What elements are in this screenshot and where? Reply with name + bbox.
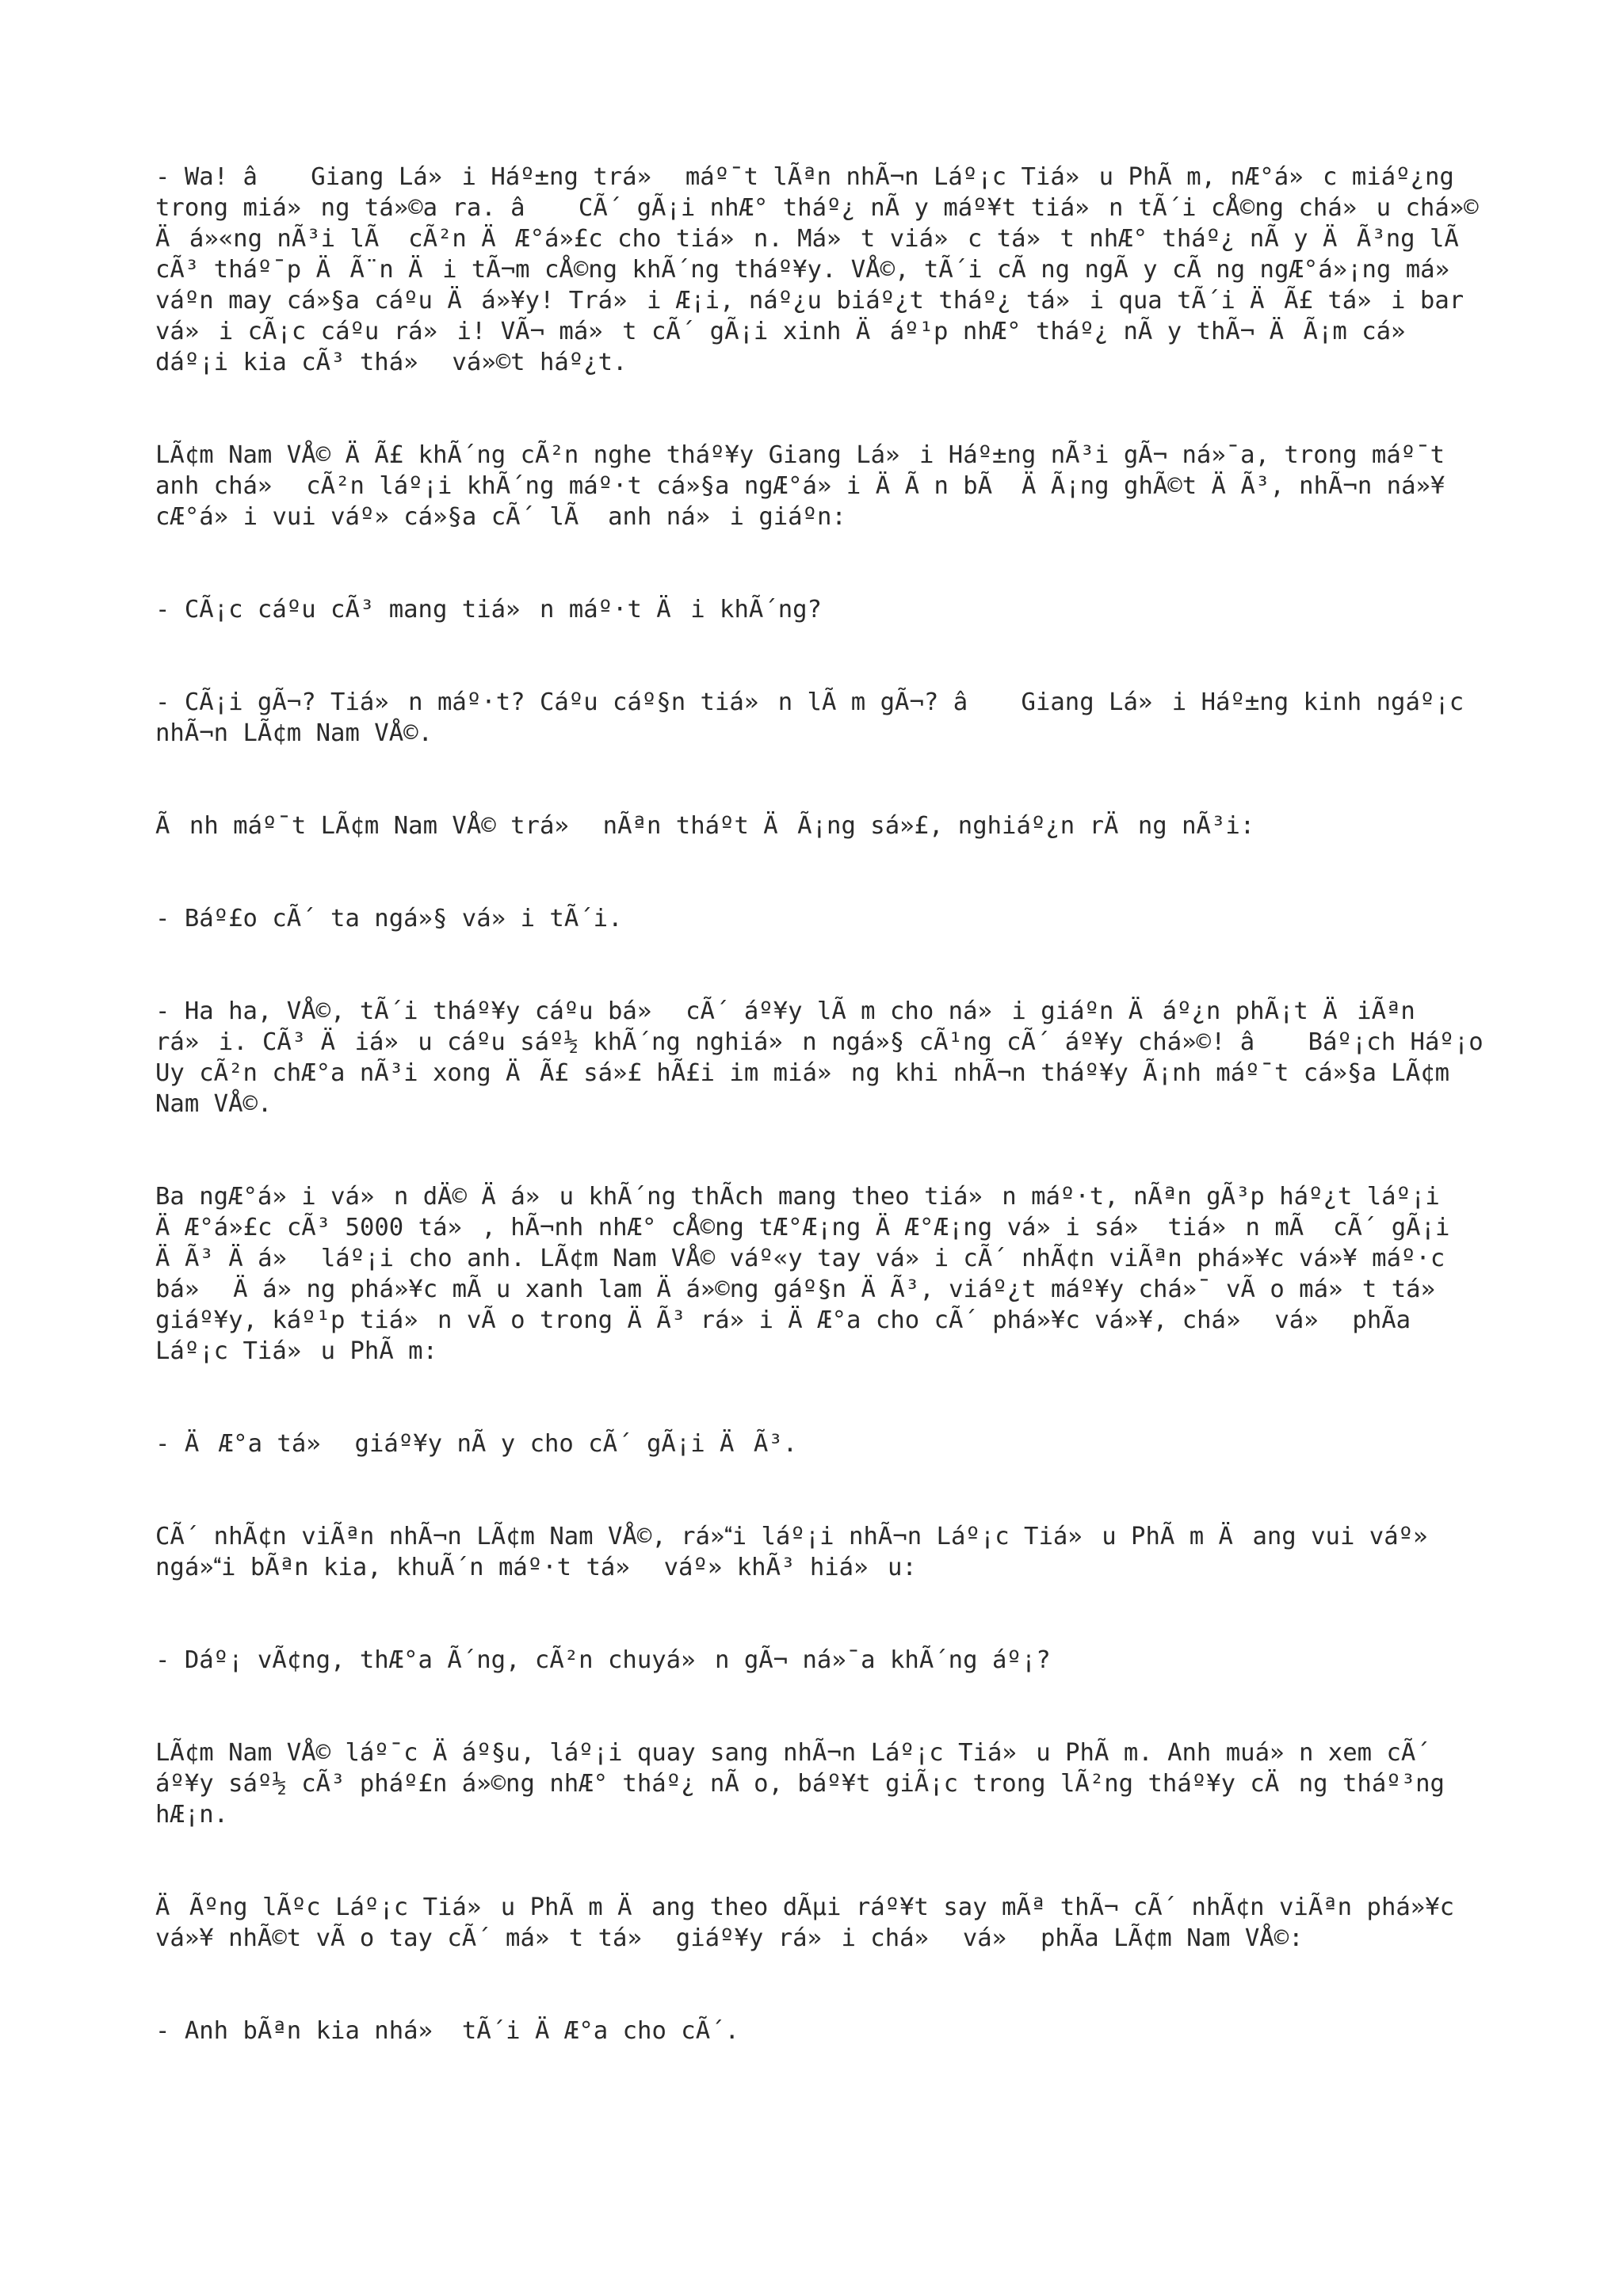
paragraph-12: LÃ¢m Nam VÅ© láº¯c Äáº§u, láº¡i quay sang nhÃ¬n Láº¡c Tiá»u PhÃ m. Anh muá»n xem cÃ´ áº¥y sáº½ cÃ³ pháº£n á»©ng nhÆ° tháº¿ nÃ o, báº¥t giÃ¡c trong lÃ²ng tháº¥y cÄng tháº³ng hÆ¡n. — [155, 1739, 1460, 1829]
paragraph-10: CÃ´ nhÃ¢n viÃªn nhÃ¬n LÃ¢m Nam VÅ©, rá»i láº¡i nhÃ¬n Láº¡c Tiá»u PhÃ m Äang vui váº» ngá»i bÃªn kia, khuÃ´n máº·t tá» váº» khÃ³ hiá»u: — [155, 1523, 1442, 1581]
paragraph-13: ÄÃºng lÃºc Láº¡c Tiá»u PhÃ m Äang theo dÃµi ráº¥t say mÃª thÃ¬ cÃ´ nhÃ¢n viÃªn phá»¥c vá»¥ nhÃ©t vÃ o tay cÃ´ má»t tá» giáº¥y rá»i chá» vá» phÃa LÃ¢m Nam VÅ©: — [155, 1894, 1469, 1952]
paragraph-2: LÃ¢m Nam VÅ© ÄÃ£ khÃ´ng cÃ²n nghe tháº¥y Giang Lá»i Háº±ng nÃ³i gÃ¬ ná»¯a, trong máº¯t anh chá» cÃ²n láº¡i khÃ´ng máº·t cá»§a ngÆ°á»i ÄÃ n bÃ ÄÃ¡ng ghÃ©t ÄÃ³, nhÃ¬n ná»¥ cÆ°á»i vui váº» cá»§a cÃ´ lÃ anh ná»i giáºn: — [155, 441, 1460, 531]
paragraph-7: - Ha ha, VÅ©, tÃ´i tháº¥y cáºu bá» cÃ´ áº¥y lÃ m cho ná»i giáºn Äáº¿n phÃ¡t ÄiÃªn rá»i. CÃ³ Äiá»u cáºu sáº½ khÃ´ng nghiá»n ngá»§ cÃ¹ng cÃ´ áº¥y chá»©! â Báº¡ch Háº¡o Uy cÃ²n chÆ°a nÃ³i xong ÄÃ£ sá»£ hÃ£i im miá»ng khi nhÃ¬n tháº¥y Ã¡nh máº¯t cá»§a LÃ¢m Nam VÅ©. — [155, 997, 1499, 1118]
document-page — [155, 162, 1499, 2108]
paragraph-8: Ba ngÆ°á»i vá»n dÄ© Äá»u khÃ´ng thÃch mang theo tiá»n máº·t, nÃªn gÃ³p háº¿t láº¡i ÄÆ°á»£c cÃ³ 5000 tá», hÃ¬nh nhÆ° cÅ©ng tÆ°Æ¡ng ÄÆ°Æ¡ng vá»i sá» tiá»n mÃ cÃ´ gÃ¡i ÄÃ³ Äá» láº¡i cho anh. LÃ¢m Nam VÅ© váº«y tay vá»i cÃ´ nhÃ¢n viÃªn phá»¥c vá»¥ máº·c bá» Äá»ng phá»¥c mÃ u xanh lam Äá»©ng gáº§n ÄÃ³, viáº¿t máº¥y chá»¯ vÃ o má»t tá» giáº¥y, káº¹p tiá»n vÃ o trong ÄÃ³ rá»i ÄÆ°a cho cÃ´ phá»¥c vá»¥, chá» vá» phÃa Láº¡c Tiá»u PhÃ m: — [155, 1183, 1465, 1365]
paragraph-14: - Anh bÃªn kia nhá» tÃ´i ÄÆ°a cho cÃ´. — [155, 2017, 739, 2045]
paragraph-3: - CÃ¡c cáºu cÃ³ mang tiá»n máº·t Äi khÃ´ng? — [155, 596, 822, 624]
paragraph-11: - Dáº¡ vÃ¢ng, thÆ°a Ã´ng, cÃ²n chuyá»n gÃ¬ ná»¯a khÃ´ng áº¡? — [155, 1646, 1051, 1674]
paragraph-1: - Wa! â Giang Lá»i Háº±ng trá» máº¯t lÃªn nhÃ¬n Láº¡c Tiá»u PhÃ m, nÆ°á»c miáº¿ng trong miá»ng tá»©a ra. â CÃ´ gÃ¡i nhÆ° tháº¿ nÃ y máº¥t tiá»n tÃ´i cÅ©ng chá»u chá»© Äá»«ng nÃ³i lÃ cÃ²n ÄÆ°á»£c cho tiá»n. Má»t viá»c tá»t nhÆ° tháº¿ nÃ y ÄÃ³ng lÃ cÃ³ tháº¯p ÄÃ¨n Äi tÃ¬m cÅ©ng khÃ´ng tháº¥y. VÅ©, tÃ´i cÃ ng ngÃ y cÃ ng ngÆ°á»¡ng má» váºn may cá»§a cáºu Äá»¥y! Trá»i Æ¡i, náº¿u biáº¿t tháº¿ tá»i qua tÃ´i ÄÃ£ tá»i bar vá»i cÃ¡c cáºu rá»i! VÃ¬ má»t cÃ´ gÃ¡i xinh Äáº¹p nhÆ° tháº¿ nÃ y thÃ¬ ÄÃ¡m cá» dáº¡i kia cÃ³ thá» vá»©t háº¿t. — [155, 163, 1493, 376]
paragraph-9: - ÄÆ°a tá» giáº¥y nÃ y cho cÃ´ gÃ¡i ÄÃ³. — [155, 1430, 798, 1458]
paragraph-5: Ãnh máº¯t LÃ¢m Nam VÅ© trá» nÃªn tháºt ÄÃ¡ng sá»£, nghiáº¿n rÄng nÃ³i: — [155, 812, 1255, 840]
paragraph-4: - CÃ¡i gÃ¬? Tiá»n máº·t? Cáºu cáº§n tiá»n lÃ m gÃ¬? â Giang Lá»i Háº±ng kinh ngáº¡c nhÃ¬n LÃ¢m Nam VÅ©. — [155, 688, 1479, 747]
paragraph-6: - Báº£o cÃ´ ta ngá»§ vá»i tÃ´i. — [155, 905, 623, 933]
